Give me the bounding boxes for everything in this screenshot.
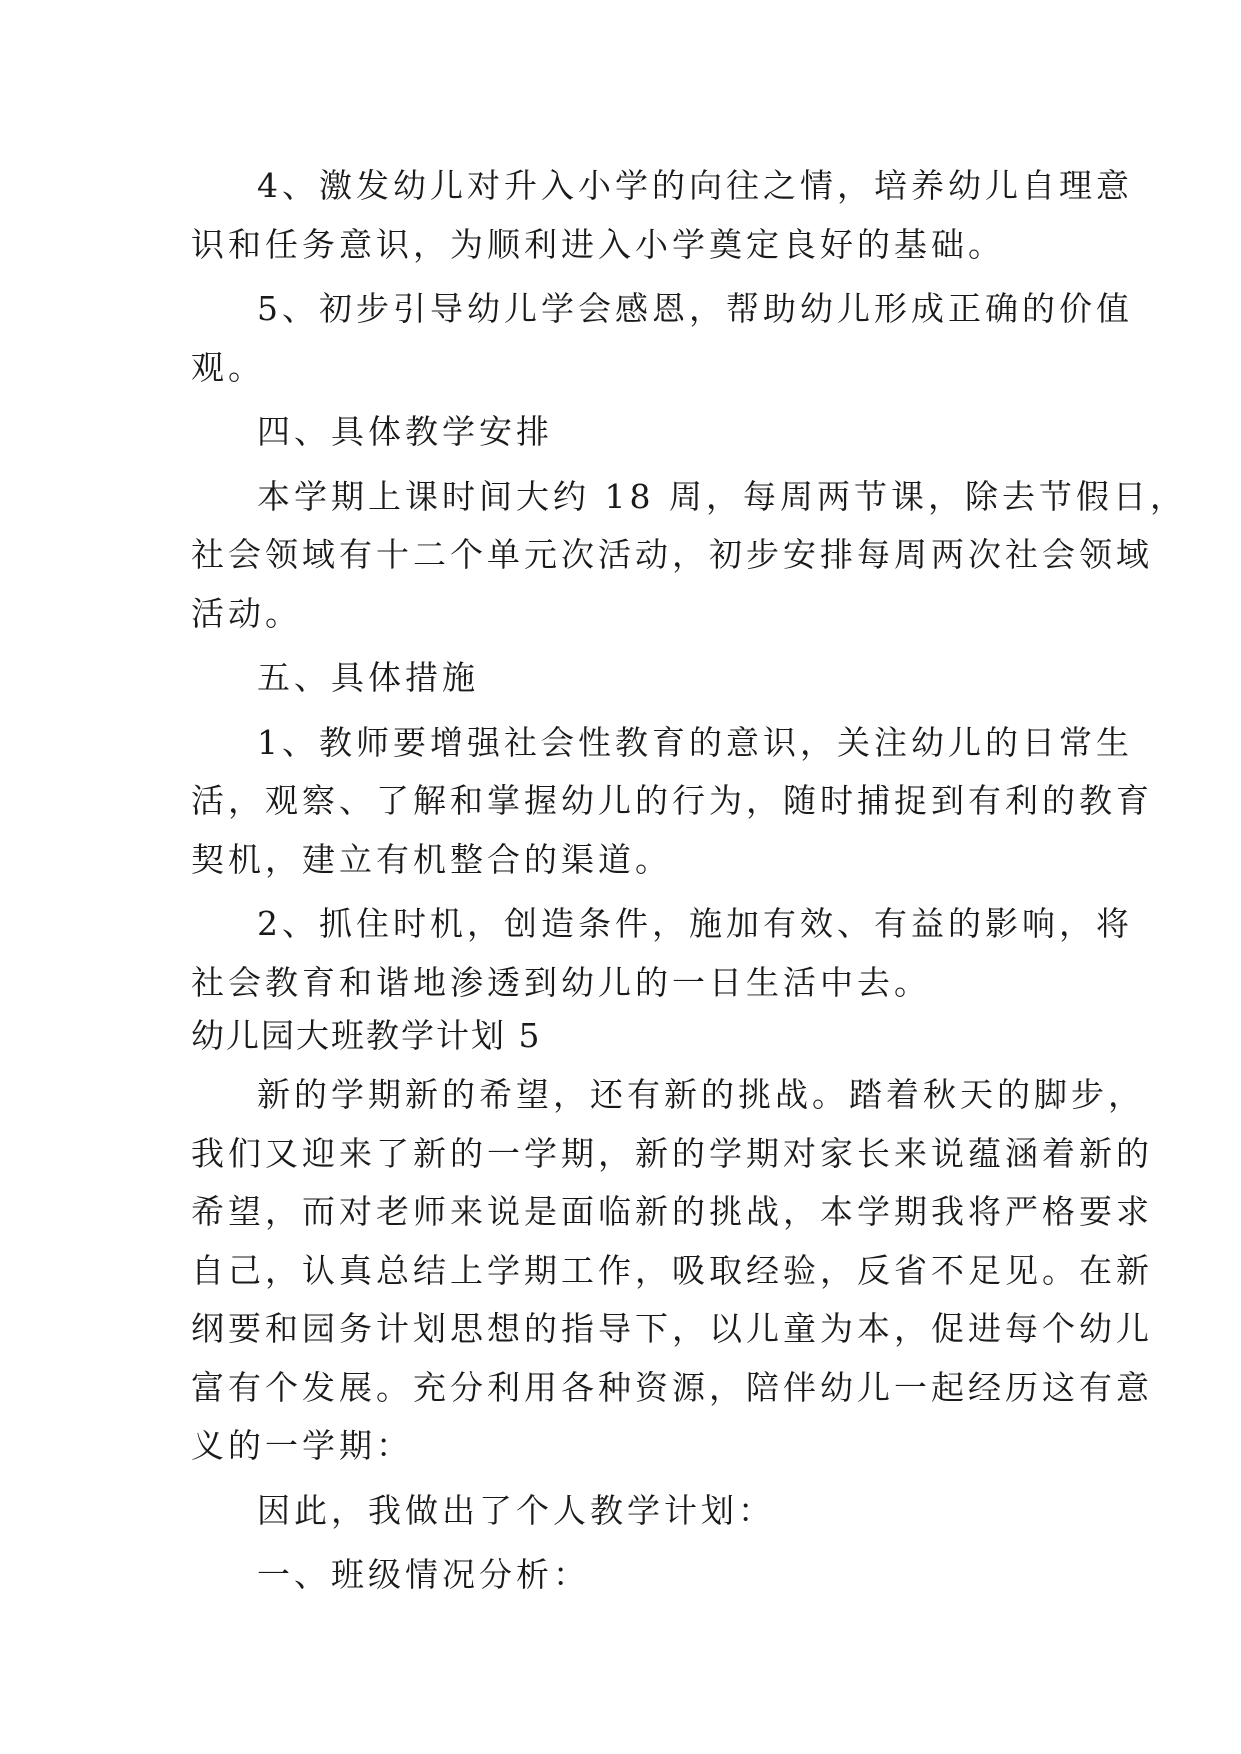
list-item-5-line-1: 5、初步引导幼儿学会感恩，帮助幼儿形成正确的价值 [257, 289, 1133, 328]
intro-paragraph-line-1: 新的学期新的希望，还有新的挑战。踏着秋天的脚步， [257, 1075, 1145, 1114]
intro-paragraph-line-6: 富有个发展。充分利用各种资源，陪伴幼儿一起经历这有意 [191, 1367, 1153, 1407]
heading-teaching-arrangement: 四、具体教学安排 [257, 412, 553, 451]
plan-statement: 因此，我做出了个人教学计划： [257, 1490, 775, 1530]
intro-paragraph-line-4: 自己，认真总结上学期工作，吸取经验，反省不足见。在新 [191, 1250, 1153, 1290]
measure-2-line-2: 社会教育和谐地渗透到幼儿的一日生活中去。 [191, 962, 931, 1002]
paragraph-schedule-line-3: 活动。 [191, 593, 302, 633]
measure-1-line-1: 1、教师要增强社会性教育的意识，关注幼儿的日常生 [257, 722, 1133, 762]
paragraph-schedule-line-2: 社会领域有十二个单元次活动，初步安排每周两次社会领域 [191, 535, 1153, 574]
heading-class-analysis: 一、班级情况分析： [257, 1555, 590, 1594]
measure-1-line-2: 活，观察、了解和掌握幼儿的行为，随时捕捉到有利的教育 [191, 781, 1153, 820]
intro-paragraph-line-2: 我们又迎来了新的一学期，新的学期对家长来说蕴涵着新的 [191, 1133, 1153, 1173]
list-item-5-line-2: 观。 [191, 347, 265, 387]
measure-1-line-3: 契机，建立有机整合的渠道。 [191, 839, 672, 879]
section-title: 幼儿园大班教学计划 5 [191, 1016, 542, 1055]
intro-paragraph-line-7: 义的一学期： [191, 1426, 413, 1465]
paragraph-schedule-line-1: 本学期上课时间大约 18 周，每周两节课，除去节假日， [257, 476, 1187, 516]
intro-paragraph-line-3: 希望，而对老师来说是面临新的挑战，本学期我将严格要求 [191, 1192, 1153, 1231]
heading-measures: 五、具体措施 [257, 658, 479, 697]
list-item-4-line-2: 识和任务意识，为顺利进入小学奠定良好的基础。 [191, 224, 1005, 264]
intro-paragraph-line-5: 纲要和园务计划思想的指导下，以儿童为本，促进每个幼儿 [191, 1309, 1153, 1348]
list-item-4-line-1: 4、激发幼儿对升入小学的向往之情，培养幼儿自理意 [257, 166, 1133, 205]
measure-2-line-1: 2、抓住时机，创造条件，施加有效、有益的影响，将 [257, 904, 1133, 943]
document-body [191, 157, 1187, 1605]
